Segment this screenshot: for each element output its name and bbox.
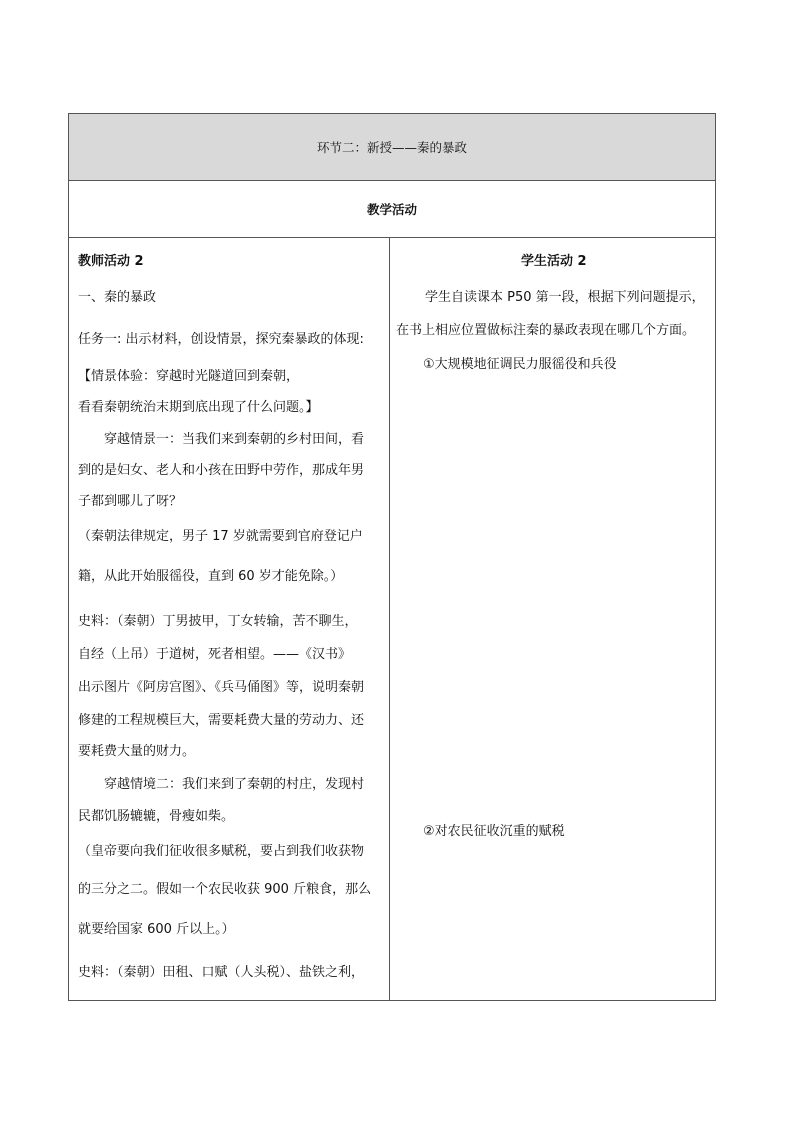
teacher-line: 修建的工程规模巨大，需要耗费大量的劳动力、还 bbox=[78, 713, 365, 728]
teacher-line: 穿越情景一：当我们来到秦朝的乡村田间，看 bbox=[104, 432, 365, 447]
teacher-line: 要耗费大量的财力。 bbox=[78, 744, 196, 759]
column-divider bbox=[389, 238, 390, 1001]
student-line: 在书上相应位置做标注秦的暴政表现在哪几个方面。 bbox=[396, 323, 696, 338]
teacher-line: 的三分之二。假如一个农民收获 900 斤粮食，那么 bbox=[78, 882, 372, 897]
teacher-line: 出示图片《阿房宫图》、《兵马俑图》等，说明秦朝 bbox=[78, 680, 365, 695]
teacher-line: 穿越情境二：我们来到了秦朝的村庄，发现村 bbox=[104, 777, 365, 792]
teacher-line: 一、秦的暴政 bbox=[78, 290, 157, 305]
teacher-line: （皇帝要向我们征收很多赋税，要占到我们收获物 bbox=[78, 844, 365, 859]
activity-header bbox=[69, 181, 715, 238]
teacher-line: 民都饥肠辘辘，骨瘦如柴。 bbox=[78, 809, 235, 824]
teacher-line: 子都到哪儿了呀？ bbox=[78, 494, 183, 509]
teacher-line: 自经（上吊）于道树，死者相望。——《汉书》 bbox=[78, 647, 352, 662]
activity-title: 教学活动 bbox=[366, 202, 417, 217]
section-title: 环节二：新授——秦的暴政 bbox=[316, 140, 467, 155]
teacher-line: 史料：（秦朝）丁男披甲，丁女转输，苦不聊生， bbox=[78, 614, 358, 629]
teacher-line: 就要给国家 600 斤以上。） bbox=[78, 922, 235, 937]
student-heading: 学生活动 2 bbox=[521, 254, 587, 269]
teacher-line: 史料：（秦朝）田租、口赋（人头税）、盐铁之利， bbox=[78, 965, 365, 980]
teacher-line: 到的是妇女、老人和小孩在田野中劳作，那成年男 bbox=[78, 463, 365, 478]
teacher-line: 任务一: 出示材料，创设情景，探究秦暴政的体现: bbox=[78, 332, 364, 347]
teacher-line: （秦朝法律规定，男子 17 岁就需要到官府登记户 bbox=[78, 529, 363, 544]
teacher-heading: 教师活动 2 bbox=[78, 254, 144, 269]
teacher-line: 籍，从此开始服徭役，直到 60 岁才能免除。） bbox=[78, 569, 344, 584]
teacher-line: 看看秦朝统治末期到底出现了什么问题。】 bbox=[78, 400, 319, 415]
lesson-table bbox=[68, 113, 716, 1001]
student-line: ①大规模地征调民力服徭役和兵役 bbox=[423, 357, 617, 372]
student-line: 学生自读课本 P50 第一段，根据下列问题提示， bbox=[425, 290, 705, 305]
teacher-line: 【情景体验：穿越时光隧道回到秦朝， bbox=[78, 369, 300, 384]
student-line: ②对农民征收沉重的赋税 bbox=[423, 824, 565, 839]
section-header bbox=[69, 114, 715, 181]
